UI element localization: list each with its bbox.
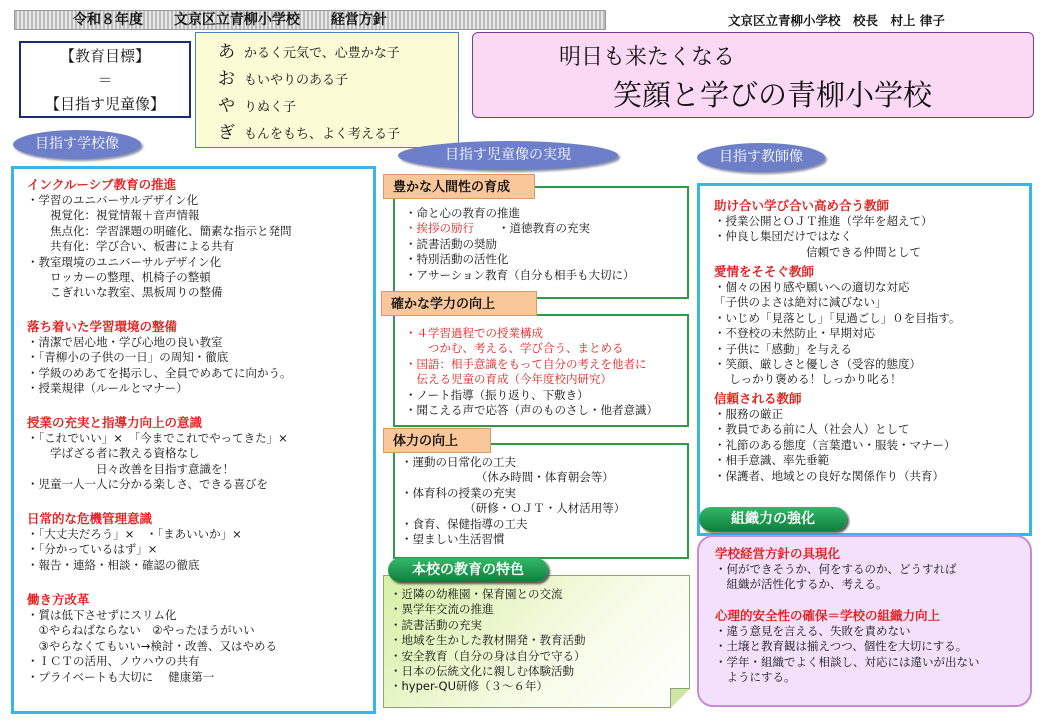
section-line: ・保護者、地域との良好な関係作り（共育） xyxy=(714,468,944,483)
section-line: ・プライベートも大切に 健康第一 xyxy=(27,669,215,684)
section-line: ・相手意識、率先垂範 xyxy=(714,453,829,468)
section-line: ・質は低下させずにスリム化 xyxy=(27,608,177,622)
item-line: ・聞こえる声で応答（声のものさし・他者意識） xyxy=(405,403,658,418)
item-line: 伝える児童の育成（今年度校内研究） xyxy=(405,372,612,387)
motto-text: もいやりのある子 xyxy=(244,73,349,88)
item-line: （研修・ＯＪＴ・人材活用等） xyxy=(401,501,626,516)
motto-text: りぬく子 xyxy=(244,100,297,115)
motto-kana: お xyxy=(218,69,235,89)
section-inclusive xyxy=(27,176,292,301)
motto-kana: あ xyxy=(218,42,235,62)
section-heading: 愛情をそそぐ教師 xyxy=(714,264,815,279)
feature-line: ・地域を生かした教材開発・教育活動 xyxy=(390,633,586,648)
motto-row xyxy=(218,37,400,62)
motto-row xyxy=(218,91,296,116)
academic-lines xyxy=(405,326,658,418)
section-line: ようにする。 xyxy=(715,670,796,685)
section-line: ・笑顔、厳しさと優しさ（受容的態度） xyxy=(714,357,921,372)
section-heading: 信頼される教師 xyxy=(714,391,802,406)
organization-box xyxy=(697,535,1032,707)
item-line: ・命と心の教育の推進 xyxy=(405,206,520,220)
section-line: ・個々の困り感や願いへの適切な対応 xyxy=(714,280,910,294)
section-line: ・「分かっているはず」× xyxy=(27,542,158,557)
organization-label: 組織力の強化 xyxy=(699,507,847,531)
motto-kana: ぎ xyxy=(218,123,235,143)
section-line: ・学級のめあてを掲示し、全員でめあてに向かう。 xyxy=(27,365,292,380)
item-line: ・体育科の授業の充実 xyxy=(401,485,516,500)
section-line: ・学年・組織でよく相談し、対応には違いが出ない xyxy=(715,654,980,669)
motto-row xyxy=(218,118,400,143)
section-line: ・「大丈夫だろう」× ・「まあいいか」× xyxy=(27,527,242,541)
section-line: 信頼できる仲間として xyxy=(714,244,921,259)
feature-line: ・異学年交流の推進 xyxy=(390,602,494,617)
education-goal-box xyxy=(19,41,191,118)
title-school: 文京区立青柳小学校 xyxy=(173,12,300,28)
equals-sign: ＝ xyxy=(97,71,113,89)
section-line: 「子供のよさは絶対に減びない」 xyxy=(714,295,887,310)
section-heading: 日常的な危機管理意識 xyxy=(27,511,153,526)
page-fold-icon xyxy=(670,688,690,708)
item-line: ・ノート指導（振り返り、下敷き） xyxy=(405,387,589,402)
feature-line: ・安全教育（自分の身は自分で守る） xyxy=(390,648,586,663)
principal-name: 文京区立青柳小学校 校長 村上 律子 xyxy=(728,13,945,28)
academic-box xyxy=(393,314,689,427)
academic-label: 確かな学力の向上 xyxy=(381,291,537,316)
motto-text: もんをもち、よく考える子 xyxy=(244,127,401,142)
section-line: ・授業規律（ルールとマナー） xyxy=(27,381,188,396)
item-line: ・読書活動の奨励 xyxy=(405,236,497,251)
section-collaborative-teacher xyxy=(714,197,933,260)
section-heading: 助け合い学び合い高め合う教師 xyxy=(714,198,890,213)
school-image-oval: 目指す学校像 xyxy=(13,130,141,159)
item-line: ・４学習過程での授業構成 xyxy=(405,326,543,340)
slogan-box xyxy=(472,32,1034,118)
section-heading: 働き方改革 xyxy=(27,592,90,607)
slogan-line-2: 笑顔と学びの青柳小学校 xyxy=(613,78,933,112)
motto-text: かるく元気で、心豊かな子 xyxy=(244,46,400,61)
features-lines xyxy=(390,587,586,695)
item-line: つかむ、考える、学び合う、まとめる xyxy=(405,341,624,356)
item-line: ・特別活動の活性化 xyxy=(405,252,509,267)
section-line: ・「これでいい」× 「今までこれでやってきた」× xyxy=(27,431,288,445)
fitness-label: 体力の向上 xyxy=(383,428,491,453)
section-line: ・ＩＣＴの活用、ノウハウの共有 xyxy=(27,654,200,669)
feature-line: ・近隣の幼稚園・保育園との交流 xyxy=(390,587,563,601)
section-line: ・子供に「感動」を与える xyxy=(714,341,852,356)
item-line: （休み時間・体育朝会等） xyxy=(401,470,614,485)
item-extra-text: ・道徳教育の充実 xyxy=(498,221,590,236)
title-policy: 経営方針 xyxy=(330,12,387,28)
section-lessons xyxy=(27,414,288,493)
features-label: 本校の教育の特色 xyxy=(388,558,548,582)
section-heading: 心理的安全性の確保＝学校の組織力向上 xyxy=(715,608,941,623)
education-goal-label: 【教育目標】 xyxy=(59,47,150,65)
child-image-oval: 目指す児童像の実現 xyxy=(398,141,618,170)
section-heading: 落ち着いた学習環境の整備 xyxy=(27,319,178,334)
section-line: ①やらねばならない ②やったほうがいい xyxy=(27,623,255,638)
section-heading: 授業の充実と指導力向上の意識 xyxy=(27,415,203,430)
section-psych-safety xyxy=(715,607,980,686)
item-line: ・望ましい生活習慣 xyxy=(401,532,505,547)
target-child-label: 【目指す児童像】 xyxy=(44,95,165,113)
section-line: ・教室環境のユニバーサルデザイン化 xyxy=(27,254,222,269)
section-line: ・礼節のある態度（言葉遣い・服装・マナー） xyxy=(714,437,956,452)
section-work-reform xyxy=(27,591,277,685)
section-line: 日々改善を目指す意識を！ xyxy=(27,461,234,476)
section-line: こぎれいな教室、黒板周りの整備 xyxy=(27,285,223,300)
section-line: 共有化：学び合い、板書による共有 xyxy=(27,239,234,254)
feature-line: ・日本の伝統文化に親しむ体験活動 xyxy=(390,664,574,679)
section-line: ・清潔で居心地・学び心地の良い教室 xyxy=(27,335,223,349)
section-line: ・「青柳小の子供の一日」の周知・徹底 xyxy=(27,350,229,365)
section-line: ・仲良し集団だけではなく xyxy=(714,229,852,244)
humanity-lines xyxy=(405,206,635,283)
item-line: ・アサーション教育（自分も相手も大切に） xyxy=(405,267,635,282)
section-risk xyxy=(27,510,242,573)
teacher-image-oval: 目指す教師像 xyxy=(697,143,825,172)
humanity-box xyxy=(393,186,689,299)
teacher-image-panel xyxy=(697,183,1032,536)
feature-line: ・読書活動の充実 xyxy=(390,617,482,632)
section-line: ・学習のユニバーサルデザイン化 xyxy=(27,193,199,207)
section-line: ・教員である前に人（社会人）として xyxy=(714,422,910,437)
humanity-label: 豊かな人間性の育成 xyxy=(383,174,535,199)
section-line: 焦点化：学習課題の明確化、簡素な指示と発問 xyxy=(27,223,292,238)
section-line: ・不登校の未然防止・早期対応 xyxy=(714,326,875,341)
motto-row xyxy=(218,64,348,89)
section-line: 組織が活性化するか、考える。 xyxy=(715,577,888,592)
school-image-panel xyxy=(11,166,376,714)
section-line: ③やらなくてもいい→検討・改善、又はやめる xyxy=(27,638,277,653)
section-line: 視覚化：視覚情報＋音声情報 xyxy=(27,208,200,223)
section-heading: インクルーシブ教育の推進 xyxy=(27,177,177,192)
section-line: ・土壌と教育観は揃えつつ、個性を大切にする。 xyxy=(715,639,968,654)
section-caring-teacher xyxy=(714,263,960,388)
section-heading: 学校経営方針の具現化 xyxy=(715,546,841,561)
section-environment xyxy=(27,318,292,397)
slogan-line-1: 明日も来たくなる xyxy=(559,45,736,70)
section-line: ・服務の厳正 xyxy=(714,407,783,421)
item-line: ・運動の日常化の工夫 xyxy=(401,455,516,469)
feature-line: ・hyper-QU研修（３～６年） xyxy=(390,679,549,694)
item-line xyxy=(405,221,635,236)
item-line: ・国語：相手意識をもって自分の考えを他者に xyxy=(405,356,647,371)
fitness-box xyxy=(393,443,689,559)
section-policy xyxy=(715,545,957,593)
title-bar xyxy=(14,10,606,30)
section-line: ・いじめ「見落とし」「見過ごし」０を目指す。 xyxy=(714,310,961,325)
section-line: 学ばざる者に教える資格なし xyxy=(27,446,200,461)
section-line: ・報告・連絡・相談・確認の徹底 xyxy=(27,557,200,572)
section-line: ・児童一人一人に分かる楽しさ、できる喜びを xyxy=(27,477,269,492)
item-line: ・食育、保健指導の工夫 xyxy=(401,516,528,531)
item-red-text: ・挨拶の励行 xyxy=(405,221,474,236)
section-line: ロッカーの整理、机椅子の整頓 xyxy=(27,270,211,285)
section-trusted-teacher xyxy=(714,390,956,484)
section-line: ・何ができそうか、何をするのか、どうすれば xyxy=(715,562,957,576)
fitness-lines xyxy=(401,455,625,547)
features-box xyxy=(383,575,690,708)
motto-kana: や xyxy=(218,96,235,116)
title-year: 令和８年度 xyxy=(73,12,143,28)
motto-box xyxy=(195,32,459,148)
section-line: ・違う意見を言える、失敗を責めない xyxy=(715,624,911,638)
section-line: しっかり褒める！しっかり叱る！ xyxy=(714,372,902,387)
section-line: ・授業公開とＯＪＴ推進（学年を超えて） xyxy=(714,214,933,228)
